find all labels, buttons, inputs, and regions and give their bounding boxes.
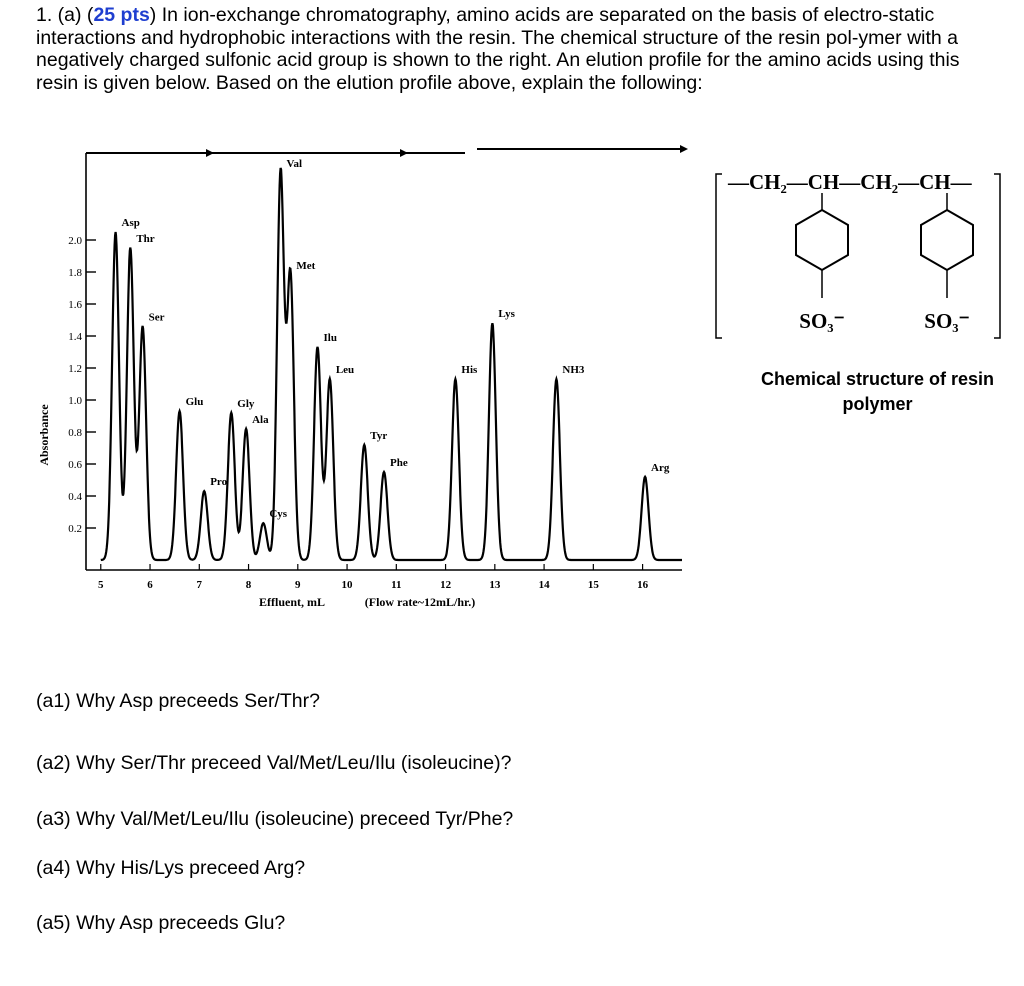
problem-statement	[36, 4, 1004, 94]
peak-label-gly: Gly	[237, 397, 255, 410]
question-a4: (a4) Why His/Lys preceed Arg?	[36, 857, 306, 879]
y-tick-label: 1.6	[68, 299, 82, 311]
y-tick-label: 0.6	[68, 459, 82, 471]
structure-caption: Chemical structure of resin polymer	[760, 369, 995, 414]
benzene-ring-right	[921, 210, 973, 270]
peak-label-pro: Pro	[210, 476, 228, 489]
peak-label-thr: Thr	[136, 233, 155, 245]
benzene-ring-left	[796, 210, 848, 270]
x-tick-label: 12	[440, 579, 452, 591]
y-tick-label: 0.4	[68, 491, 82, 503]
question-a2: (a2) Why Ser/Thr preceed Val/Met/Leu/Ilu (isoleucine)?	[36, 752, 512, 774]
peak-label-phe: Phe	[390, 457, 408, 469]
resin-structure	[712, 160, 1012, 350]
y-tick-label: 1.2	[68, 363, 82, 375]
y-tick-label: 0.2	[68, 523, 82, 535]
peak-label-arg: Arg	[651, 461, 670, 474]
polymer-backbone: —CH₂—CH—CH₂—CH—	[728, 170, 972, 194]
x-tick-label: 7	[196, 579, 203, 591]
right-bracket	[994, 174, 1000, 338]
y-tick-label: 0.8	[68, 427, 82, 439]
sulfonate-group-right: SO₃⁻	[924, 309, 970, 333]
peak-label-ser: Ser	[148, 311, 165, 324]
peak-label-tyr: Tyr	[370, 429, 388, 442]
peak-label-glu: Glu	[185, 396, 204, 409]
x-tick-label: 11	[391, 579, 402, 591]
elution-trace	[101, 168, 682, 560]
x-tick-label: 6	[147, 579, 153, 591]
peak-label-his: His	[461, 364, 478, 377]
sulfonate-group-left: SO₃⁻	[799, 309, 845, 333]
x-axis-note: (Flow rate~12mL/hr.)	[364, 595, 476, 609]
x-tick-label: 13	[489, 579, 501, 591]
peak-label-ala: Ala	[252, 413, 269, 426]
peak-label-met: Met	[296, 260, 316, 273]
left-bracket	[716, 174, 722, 338]
x-axis-ticks	[98, 564, 649, 591]
x-tick-label: 10	[341, 579, 353, 591]
problem-number: 1. (a) (	[36, 4, 94, 26]
peak-label-asp: Asp	[121, 217, 140, 229]
x-tick-label: 9	[295, 579, 301, 591]
question-a5: (a5) Why Asp preceeds Glu?	[36, 912, 286, 934]
x-axis-label: Effluent, mL	[259, 595, 325, 609]
y-tick-label: 2.0	[68, 235, 82, 247]
x-tick-label: 5	[98, 579, 104, 591]
y-tick-label: 1.8	[68, 267, 82, 279]
peak-label-leu: Leu	[335, 364, 355, 377]
peak-label-lys: Lys	[498, 308, 515, 321]
x-tick-label: 15	[587, 579, 599, 591]
x-tick-label: 14	[538, 579, 550, 591]
y-tick-label: 1.0	[68, 395, 82, 407]
problem-body: ) In ion-exchange chromatography, amino acids are separated on the basis of electro-static interactions and hydrophobic interactions with the resin. The chemical structure of the resin pol-ymer with a negatively charged sulfonic acid group is shown to the right. An elution profile for the amino acids using this resin is given below. Based on the elution profile above, explain the following:	[36, 4, 960, 94]
y-tick-label: 1.4	[68, 331, 82, 343]
x-tick-label: 16	[637, 579, 649, 591]
peak-label-cys: Cys	[269, 508, 288, 521]
peak-label-val: Val	[286, 157, 303, 170]
question-a1: (a1) Why Asp preceeds Ser/Thr?	[36, 690, 320, 712]
peak-labels	[122, 158, 670, 520]
peak-label-nh3: NH3	[562, 364, 585, 377]
top-gradient-line	[86, 145, 688, 157]
problem-points: 25 pts	[93, 4, 150, 26]
x-tick-label: 8	[245, 579, 252, 591]
question-a3: (a3) Why Val/Met/Leu/Ilu (isoleucine) preceed Tyr/Phe?	[36, 808, 514, 830]
elution-profile-chart	[30, 135, 690, 620]
y-axis-ticks	[68, 235, 96, 535]
peak-label-ilu: Ilu	[323, 332, 337, 345]
y-axis-label: Absorbance	[37, 404, 51, 466]
